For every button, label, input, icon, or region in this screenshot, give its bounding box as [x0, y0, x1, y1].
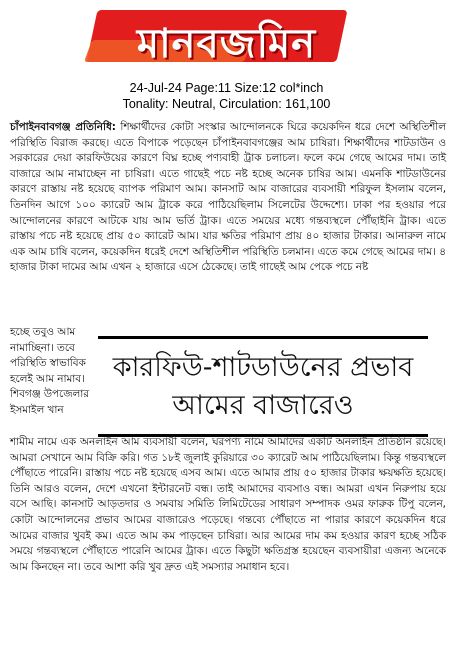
article-body: শামীম নামে এক অনলাইন আম ব্যবসায়ী বলেন, ঘরপণ্য নামে আমাদের একটি অনলাইন প্রতিষ্ঠান রয়েছে। আমরা সেখানে আম বিক্রি করি। গত ১৮ই জুলাই কুরিয়ারে ৩০ ক্যারেট আম পাঠিয়েছিলাম। কিন্তু গন্তব্যস্থলে পৌঁছাতে পারেনি। রাস্তায় পচে নষ্ট হয়েছে এসব আম। এতে আমার প্রায় ৫০ হাজার টাকার ক্ষয়ক্ষতি হয়েছে। তিনি আরও বলেন, দেশে এখনো ইন্টারনেট বন্ধ। তাই আমাদের ব্যবসাও বন্ধ। আমরা এখন নিরুপায় হয়ে বসে আছি। কানসাট আড়তদার ও সমবায় সমিতি লিমিটেডের সাধারণ সম্পাদক ওমর ফারুক টিপু বলেন, কোটা আন্দোলনের প্রভাব আমের বাজারেও পড়েছে। গন্তব্যে পৌঁছাতে না পারার কারণে কয়েকদিন ধরে আমের বাজার খুবই কম। এতে আম কম পাড়ছেন চাষিরা। আর আমের দাম কম হওয়ার কারণ হচ্ছে সঠিক সময়ে গন্তব্যস্থলে পৌঁছাতে পারেনি আমের ট্রাক। এতে কিছুটা ক্ষতিগ্রস্ত হয়েছেন ব্যবসায়ীরা এজন্য অনেকে আম কিনছেন না। তবে আশা করি খুব দ্রুত এই সমস্যার সমাধান হবে।: [10, 436, 446, 573]
clipping-meta: [0, 80, 453, 112]
article-lead: [10, 120, 446, 276]
article-lead-paragraph: [10, 120, 446, 276]
headline-box: [98, 336, 428, 437]
byline: চাঁপাইনবাবগঞ্জ প্রতিনিধি:: [10, 121, 116, 133]
newspaper-masthead: [0, 0, 453, 78]
newspaper-logo: মানবজমিন: [136, 21, 317, 67]
lead-text: শিক্ষার্থীদের কোটা সংস্কার আন্দোলনকে ঘিরে কয়েকদিন ধরে দেশে অস্থিতিশীল পরিস্থিতি বিরাজ করছে। এতে বিপাকে পড়েছেন চাঁপাইনবাবগঞ্জের আম চাষিরা। শিক্ষার্থীদের শাটডাউন ও সরকারের দেয়া কারফিউয়ের কারণে বিঘ্ন হচ্ছে পণ্যবাহী ট্রাক চলাচল। ফলে কমে গেছে আমের দাম। তাই বাজারে আম নামাচ্ছেন না চাষিরা। এতে গাছেই পচে নষ্ট হচ্ছে অনেক চাষির আম। এমনকি শাটডাউনের কারণে রাস্তায় নষ্ট হয়েছে ব্যাপক পরিমাণ আম। কানসাট আম বাজারের ব্যবসায়ী শরিফুল ইসলাম বলেন, তিনদিন আগে ১০০ ক্যারেট আম ট্রাকে করে পাঠিয়েছিলাম সিলেটের উদ্দেশ্যে। ঢাকা পর হওয়ার পরে আন্দোলনের কারণে আটকে যায় আম ভর্তি ট্রাক। এতে সময়ের মধ্যে গন্তব্যস্থলে পৌঁছাইনি ট্রাক। এতে রাস্তায় পচে নষ্ট হয়েছে প্রায় ৫০ ক্যারেট আম। যার ক্ষতির পরিমাণ প্রায় ৪০ হাজার টাকার। আনারুল নামে এক আম চাষি বলেন, কয়েকদিন ধরেই দেশে অস্থিতিশীল পরিস্থিতি চলমান। এতে কমে গেছে আমের দাম। ৪ হাজার টাকা দামের আম এখন ২ হাজারে এসে ঠেকেছে। তাই গাছেই আম পেকে পচে নষ্ট: [10, 121, 446, 274]
meta-tonality-circulation: Tonality: Neutral, Circulation: 161,100: [122, 97, 331, 111]
article-headline: কারফিউ-শাটডাউনের প্রভাব আমের বাজারেও: [112, 352, 414, 421]
article-side-column: হচ্ছে তবুও আম নামাচ্ছিনা। তবে পরিস্থিতি স্বাভাবিক হলেই আম নামাব। শিবগঞ্জ উপজেলার ইসমাইল খান: [10, 326, 89, 416]
meta-date-page-size: 24-Jul-24 Page:11 Size:12 col*inch: [129, 81, 324, 95]
